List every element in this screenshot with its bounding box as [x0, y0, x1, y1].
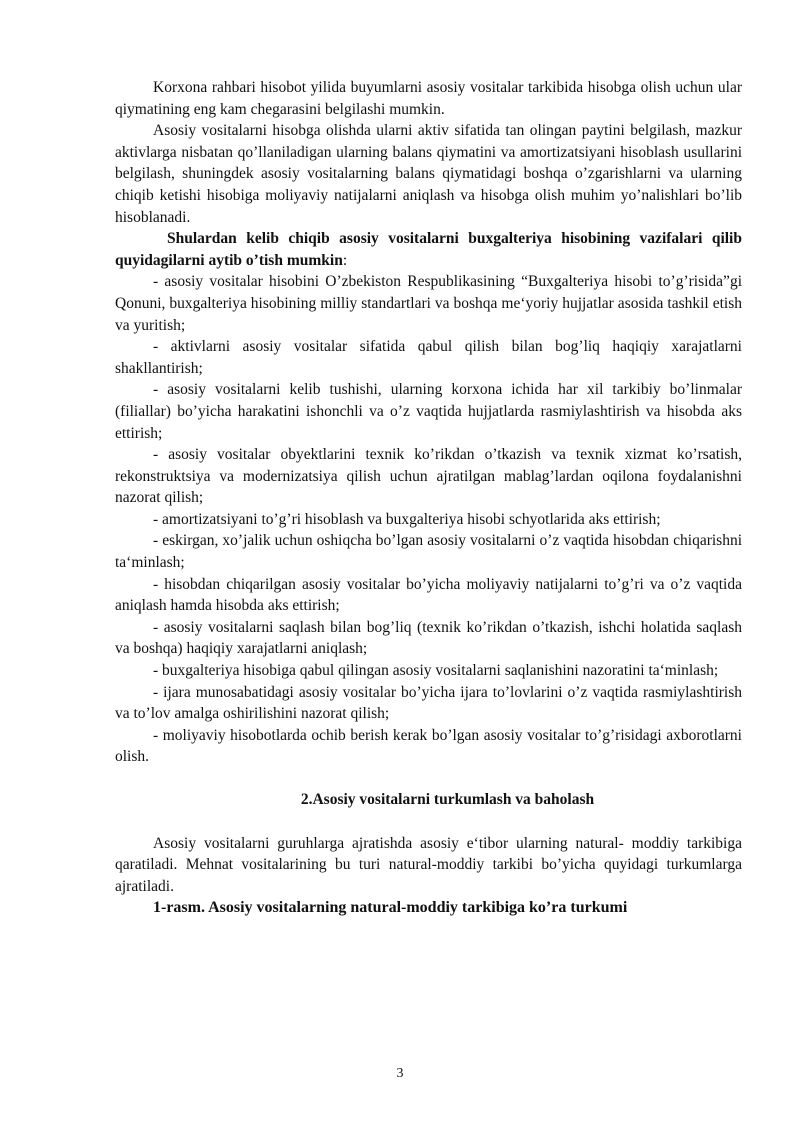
page-number: 3: [396, 1066, 404, 1081]
list-item: - hisobdan chiqarilgan asosiy vositalar bo’yicha moliyaviy natijalarni to’g’ri va o’z vaqtida aniqlash hamda hisobda aks ettirish;: [115, 575, 742, 615]
tasks-heading-text: Shulardan kelib chiqib asosiy vositalarni buxgalteriya hisobining vazifalari qilib quyidagilarni aytib o’tish mumkin: [115, 230, 742, 269]
list-item: - asosiy vositalarni kelib tushishi, ularning korxona ichida har xil tarkibiy bo’linmalar (filiallar) bo’yicha harakatini ishonchli va o’z vaqtida hujjatlarda rasmiylashtirish va hisobda aks ettirish;: [115, 381, 742, 442]
list-item: - amortizatsiyani to’g’ri hisoblash va buxgalteriya hisobi schyotlarida aks ettirish;: [153, 510, 661, 528]
list-item: - eskirgan, xo’jalik uchun oshiqcha bo’lgan asosiy vositalarni o’z vaqtida hisobdan chiqarishni ta‘minlash;: [115, 532, 742, 572]
figure-caption: 1-rasm. Asosiy vositalarning natural-moddiy tarkibiga ko’ra turkumi: [153, 899, 628, 917]
list-item: - buxgalteriya hisobiga qabul qilingan asosiy vositalarni saqlanishini nazoratini ta‘minlash;: [153, 662, 719, 680]
list-item: - asosiy vositalarni saqlash bilan bog’liq (texnik ko’rikdan o’tkazish, ishchi holatida saqlash va boshqa) haqiqiy xarajatlarni aniqlash;: [115, 618, 742, 658]
list-item: - asosiy vositalar obyektlarini texnik ko’rikdan o’tkazish va texnik xizmat ko’rsatish, rekonstruktsiya va modernizatsiya qilish uchun ajratilgan mablag’lardan oqilona foydalanishni nazorat qilish;: [115, 446, 742, 507]
list-item: - aktivlarni asosiy vositalar sifatida qabul qilish bilan bog’liq haqiqiy xarajatlarni shakllantirish;: [115, 338, 742, 377]
list-item: - asosiy vositalar hisobini O’zbekiston Respublikasining “Buxgalteriya hisobi to’g’risida”gi Qonuni, buxgalteriya hisobining milliy standartlari va boshqa me‘yoriy hujjatlar asosida tashkil etish va yuritish;: [115, 273, 742, 334]
list-item: - moliyaviy hisobotlarda ochib berish kerak bo’lgan asosiy vositalar to’g’risidagi axborotlarni olish.: [115, 726, 742, 766]
paragraph: Korxona rahbari hisobot yilida buyumlarni asosiy vositalar tarkibida hisobga olish uchun ular qiymatining eng kam chegarasini belgilashi mumkin.: [115, 79, 742, 118]
paragraph: Asosiy vositalarni guruhlarga ajratishda asosiy e‘tibor ularning natural- moddiy tarkibiga qaratiladi. Mehnat vositalarining bu turi natural-moddiy tarkibi bo’yicha quyidagi turkumlarga ajratiladi.: [115, 834, 742, 895]
section-title: 2.Asosiy vositalarni turkumlash va baholash: [300, 791, 595, 808]
tasks-heading: [115, 228, 742, 271]
list-item: - ijara munosabatidagi asosiy vositalar bo’yicha ijara to’lovlarini o’z vaqtida rasmiylashtirish va to’lov amalga oshirilishini nazorat qilish;: [115, 683, 742, 723]
tasks-heading-colon: :: [342, 251, 348, 269]
paragraph: Asosiy vositalarni hisobga olishda ularni aktiv sifatida tan olingan paytini belgilash, mazkur aktivlarga nisbatan qo’llaniladigan ularning balans qiymatini va amortizatsiyani hisoblash usullarini belgilash, shuningdek asosiy vositalarning balans qiymatidagi boshqa o’zgarishlarni va ularning chiqib ketishi hisobiga moliyaviy natijalarni aniqlash va hisobga olish muhim yo’nalishlari bo’lib hisoblanadi.: [115, 122, 742, 226]
page-content: [115, 77, 742, 919]
